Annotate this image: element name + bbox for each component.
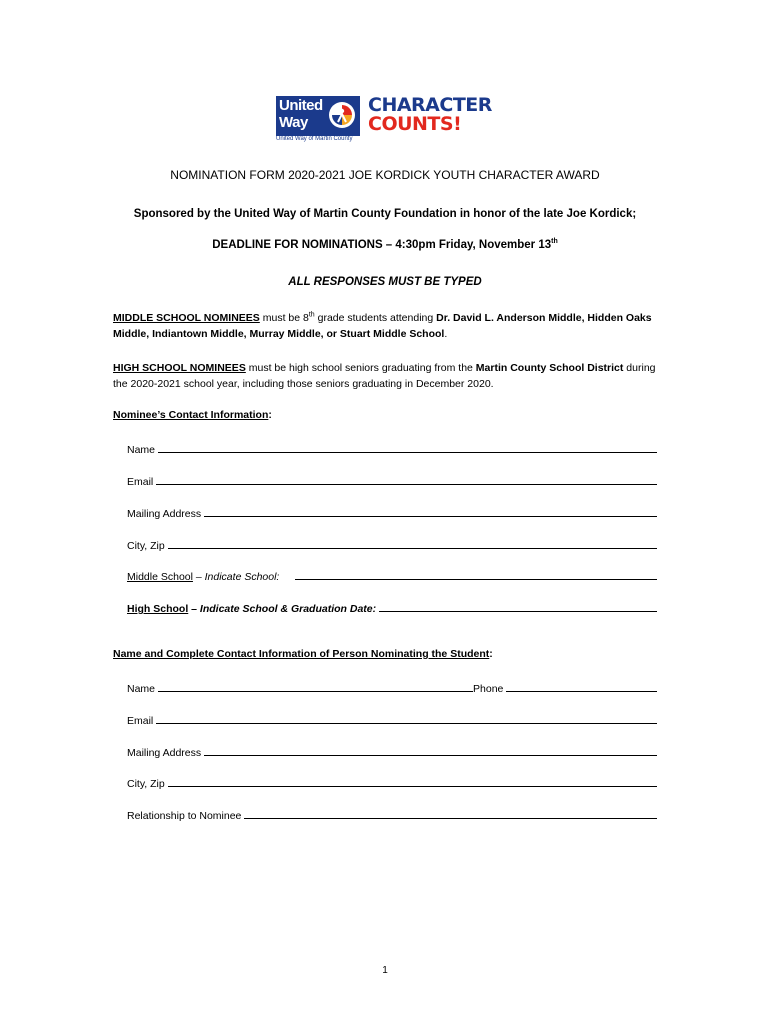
united-way-caption: United Way of Martin County bbox=[276, 136, 353, 142]
middle-school-end: . bbox=[444, 328, 448, 340]
nominee-name-label: Name bbox=[127, 444, 156, 456]
nominee-heading-text: Nominee’s Contact Information bbox=[113, 409, 269, 421]
deadline-line bbox=[0, 239, 770, 251]
character-counts-logo bbox=[368, 96, 492, 134]
nominator-relationship-field[interactable] bbox=[127, 806, 657, 822]
nominator-heading-text: Name and Complete Contact Information of Person Nominating the Student bbox=[113, 648, 490, 660]
middle-school-text1: must be 8 bbox=[259, 312, 309, 324]
united-way-line1: United bbox=[279, 97, 323, 114]
nominator-cityzip-label: City, Zip bbox=[127, 778, 165, 790]
deadline-text: DEADLINE FOR NOMINATIONS – 4:30pm Friday, November 13 bbox=[212, 239, 552, 251]
nominee-high-school-input[interactable] bbox=[379, 610, 657, 612]
nominator-address-label: Mailing Address bbox=[127, 747, 202, 759]
nominator-email-field[interactable] bbox=[127, 711, 657, 727]
nominator-heading bbox=[113, 648, 493, 660]
nominee-middle-school-field[interactable] bbox=[127, 567, 657, 583]
character-counts-line2: COUNTS! bbox=[368, 113, 462, 135]
united-way-hand-icon bbox=[327, 100, 357, 130]
nominee-middle-school-input[interactable] bbox=[295, 578, 657, 580]
nominator-relationship-input[interactable] bbox=[244, 817, 657, 819]
nominator-address-input[interactable] bbox=[204, 754, 657, 756]
nominee-name-field[interactable] bbox=[127, 440, 657, 456]
united-way-logo-block bbox=[276, 96, 360, 136]
nominee-cityzip-input[interactable] bbox=[168, 547, 657, 549]
typed-notice: ALL RESPONSES MUST BE TYPED bbox=[288, 276, 482, 288]
nominee-name-input[interactable] bbox=[158, 451, 657, 453]
middle-school-sup: th bbox=[308, 311, 315, 319]
middle-school-label: MIDDLE SCHOOL NOMINEES bbox=[113, 312, 260, 324]
nominator-email-label: Email bbox=[127, 715, 154, 727]
high-school-text2: during the 2020-2021 school year, including those seniors graduating in December 2020. bbox=[113, 362, 656, 390]
nominee-address-label: Mailing Address bbox=[127, 508, 202, 520]
high-school-hint: – Indicate School & Graduation Date: bbox=[188, 603, 377, 615]
nominator-phone-input[interactable] bbox=[506, 690, 657, 692]
nominee-cityzip-label: City, Zip bbox=[127, 540, 165, 552]
nominator-heading-colon: : bbox=[489, 648, 493, 660]
character-counts-line1: CHARACTER bbox=[368, 94, 492, 116]
page-number: 1 bbox=[382, 965, 388, 976]
nominee-cityzip-field[interactable] bbox=[127, 536, 657, 552]
nominee-address-input[interactable] bbox=[204, 515, 657, 517]
nominator-cityzip-input[interactable] bbox=[168, 785, 657, 787]
high-school-district: Martin County School District bbox=[475, 362, 624, 374]
nominee-heading-colon: : bbox=[268, 409, 272, 421]
middle-school-list: Dr. David L. Anderson Middle, Hidden Oaks Middle, Indiantown Middle, Murray Middle, or Stuart Middle School bbox=[113, 312, 652, 340]
nominee-heading bbox=[113, 409, 272, 421]
middle-school-hint: – Indicate School: bbox=[192, 571, 280, 583]
nominator-name-input[interactable] bbox=[158, 690, 473, 692]
united-way-logo bbox=[276, 96, 360, 147]
nominator-email-input[interactable] bbox=[156, 722, 657, 724]
high-school-text1: must be high school seniors graduating from the bbox=[245, 362, 476, 374]
deadline-sup: th bbox=[551, 238, 558, 246]
nominee-high-school-field[interactable] bbox=[127, 599, 657, 615]
middle-school-paragraph bbox=[113, 310, 663, 342]
form-title: NOMINATION FORM 2020-2021 JOE KORDICK YOUTH CHARACTER AWARD bbox=[170, 168, 600, 182]
nominator-phone-label: Phone bbox=[473, 683, 504, 695]
nominee-high-school-label bbox=[127, 603, 379, 615]
united-way-wordmark bbox=[279, 97, 323, 131]
sponsor-line: Sponsored by the United Way of Martin County Foundation in honor of the late Joe Kordick; bbox=[133, 208, 637, 220]
nominee-email-field[interactable] bbox=[127, 472, 657, 488]
high-school-paragraph bbox=[113, 360, 663, 392]
high-school-label-text: High School bbox=[127, 603, 189, 615]
nominee-middle-school-label bbox=[127, 571, 282, 583]
nominator-cityzip-field[interactable] bbox=[127, 774, 657, 790]
nominator-name-label: Name bbox=[127, 683, 156, 695]
united-way-line2: Way bbox=[279, 114, 308, 131]
nominee-email-label: Email bbox=[127, 476, 154, 488]
nominee-email-input[interactable] bbox=[156, 483, 657, 485]
nominee-address-field[interactable] bbox=[127, 504, 657, 520]
high-school-label: HIGH SCHOOL NOMINEES bbox=[113, 362, 246, 374]
middle-school-text2: grade students attending bbox=[314, 312, 437, 324]
nominator-relationship-label: Relationship to Nominee bbox=[127, 810, 242, 822]
middle-school-label-text: Middle School bbox=[127, 571, 193, 583]
nominator-name-phone-field[interactable] bbox=[127, 679, 657, 695]
nominator-address-field[interactable] bbox=[127, 743, 657, 759]
